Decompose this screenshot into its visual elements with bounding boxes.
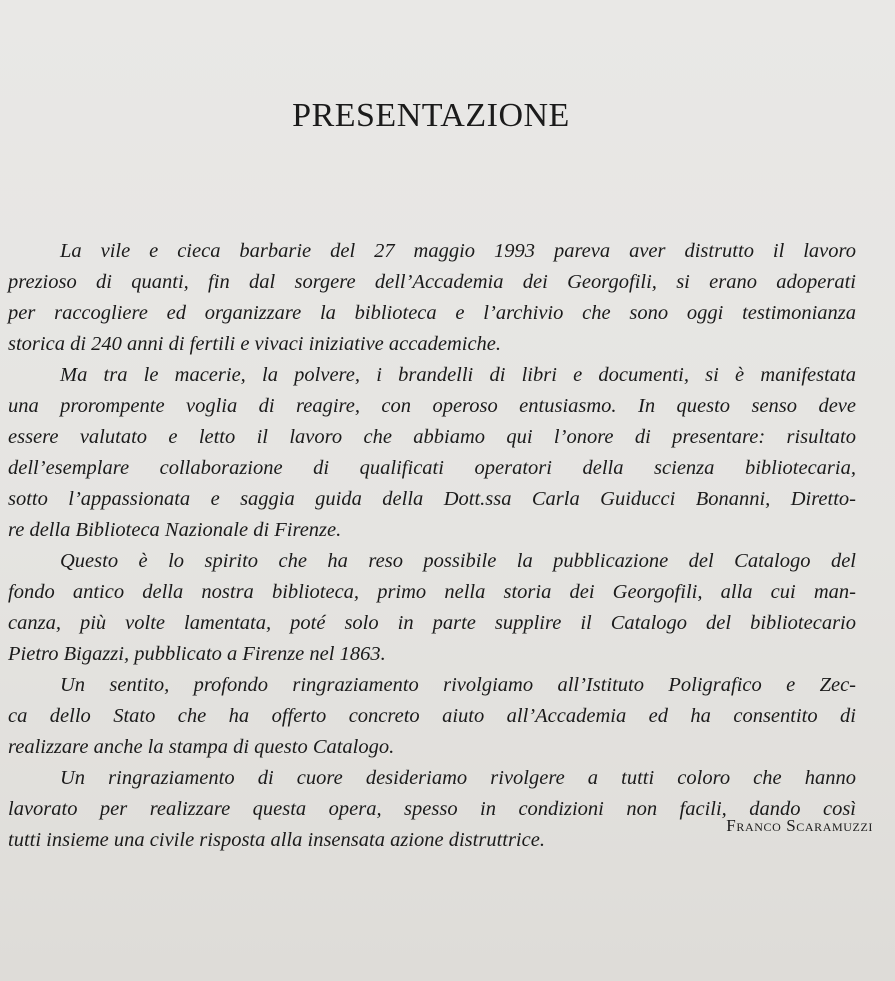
text-line: re della Biblioteca Nazionale di Firenze. — [8, 519, 342, 541]
text-line: storica di 240 anni di fertili e vivaci iniziative accademiche. — [8, 333, 502, 355]
text-line: canza, più volte lamentata, poté solo in parte supplire il Catalogo del bibliotecario — [8, 612, 856, 634]
text-line: Pietro Bigazzi, pubblicato a Firenze nel 1863. — [8, 643, 386, 665]
text-line: per raccogliere ed organizzare la biblioteca e l’archivio che sono oggi testimonianza — [8, 302, 856, 324]
page-title: PRESENTAZIONE — [292, 97, 570, 134]
text-line: dell’esemplare collaborazione di qualificati operatori della scienza bibliotecaria, — [8, 457, 856, 479]
text-line: essere valutato e letto il lavoro che abbiamo qui l’onore di presentare: risultato — [8, 426, 856, 448]
text-line: tutti insieme una civile risposta alla insensata azione distruttrice. — [8, 829, 545, 851]
text-line: una prorompente voglia di reagire, con operoso entusiasmo. In questo senso deve — [8, 395, 856, 417]
text-line: La vile e cieca barbarie del 27 maggio 1993 pareva aver distrutto il lavoro — [60, 240, 856, 262]
text-line: sotto l’appassionata e saggia guida della Dott.ssa Carla Guiducci Bonanni, Diretto- — [8, 488, 856, 510]
text-line: fondo antico della nostra biblioteca, primo nella storia dei Georgofili, alla cui man- — [8, 581, 856, 603]
text-line: prezioso di quanti, fin dal sorgere dell’Accademia dei Georgofili, si erano adoperati — [8, 271, 856, 293]
text-line: Un sentito, profondo ringraziamento rivolgiamo all’Istituto Poligrafico e Zec- — [60, 674, 856, 696]
text-line: Un ringraziamento di cuore desideriamo rivolgere a tutti coloro che hanno — [60, 767, 856, 789]
presentation-body — [8, 236, 856, 856]
author-signature: Franco Scaramuzzi — [726, 816, 873, 835]
text-line: Ma tra le macerie, la polvere, i brandelli di libri e documenti, si è manifestata — [60, 364, 856, 386]
text-line: ca dello Stato che ha offerto concreto aiuto all’Accademia ed ha consentito di — [8, 705, 856, 727]
text-line: lavorato per realizzare questa opera, spesso in condizioni non facili, dando così — [8, 798, 856, 820]
text-line: realizzare anche la stampa di questo Catalogo. — [8, 736, 395, 758]
text-line: Questo è lo spirito che ha reso possibile la pubblicazione del Catalogo del — [60, 550, 856, 572]
